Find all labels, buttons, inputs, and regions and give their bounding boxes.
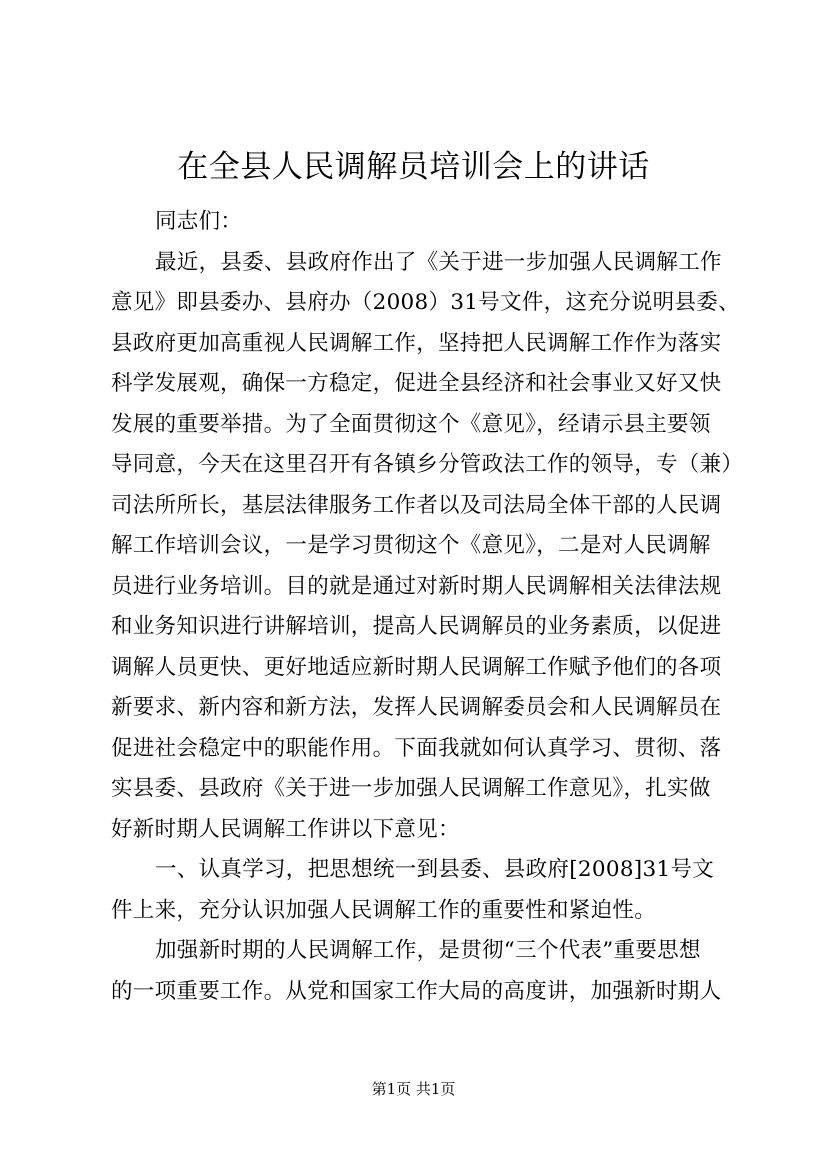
paragraph-line: 的一项重要工作。从党和国家工作大局的高度讲，加强新时期人 [111,978,722,1004]
paragraph-line: 发展的重要举措。为了全面贯彻这个《意见》，经请示县主要领 [111,411,711,437]
paragraph-line: 新要求、新内容和新方法，发挥人民调解委员会和人民调解员在 [111,695,722,720]
paragraph-line: 导同意，今天在这里召开有各镇乡分管政法工作的领导，专（兼） [111,452,744,477]
paragraph-line: 好新时期人民调解工作讲以下意见： [111,816,460,842]
paragraph-line: 促进社会稳定中的职能作用。下面我就如何认真学习、贯彻、落 [111,735,722,761]
paragraph-line: 意见》即县委办、县府办（2008）31号文件，这充分说明县委、 [111,290,740,315]
paragraph-line: 员进行业务培训。目的就是通过对新时期人民调解相关法律法规 [111,573,722,599]
page-footer: 第1页 共1页 [371,1080,456,1098]
greeting-line: 同志们： [155,209,243,234]
paragraph-line: 加强新时期的人民调解工作，是贯彻“三个代表”重要思想 [155,938,701,963]
paragraph-line: 司法所所长，基层法律服务工作者以及司法局全体干部的人民调 [111,492,722,518]
paragraph-line: 解工作培训会议，一是学习贯彻这个《意见》，二是对人民调解 [111,533,711,558]
section-heading-line: 件上来，充分认识加强人民调解工作的重要性和紧迫性。 [111,897,657,923]
section-heading-line: 一、认真学习，把思想统一到县委、县政府[2008]31号文 [155,857,715,882]
paragraph-line: 调解人员更快、更好地适应新时期人民调解工作赋予他们的各项 [111,654,722,680]
document-title: 在全县人民调解员培训会上的讲话 [177,149,650,185]
document-body [111,202,744,1012]
paragraph-line: 最近，县委、县政府作出了《关于进一步加强人民调解工作 [155,249,722,275]
paragraph-line: 县政府更加高重视人民调解工作，坚持把人民调解工作作为落实 [111,330,722,356]
paragraph-line: 和业务知识进行讲解培训，提高人民调解员的业务素质，以促进 [111,614,722,639]
paragraph-line: 实县委、县政府《关于进一步加强人民调解工作意见》，扎实做 [111,776,711,801]
paragraph-line: 科学发展观，确保一方稳定，促进全县经济和社会事业又好又快 [111,371,722,396]
